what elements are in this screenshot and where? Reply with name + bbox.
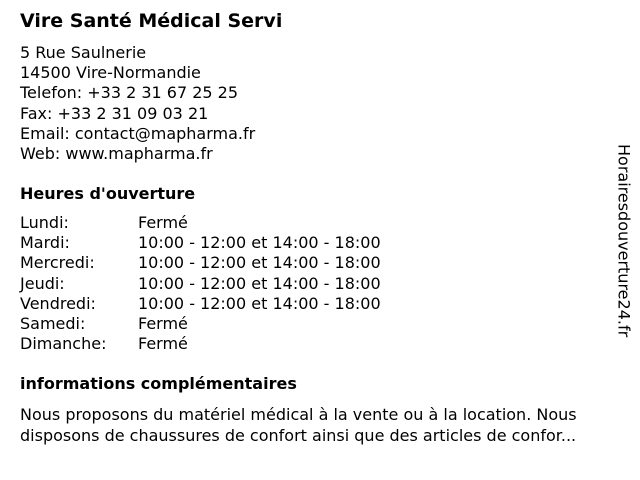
hours-row-mardi <box>20 233 381 253</box>
fax-number: Fax: +33 2 31 09 03 21 <box>20 103 209 123</box>
hours-table <box>20 213 381 354</box>
info-description <box>20 404 635 446</box>
day-hours: 10:00 - 12:00 et 14:00 - 18:00 <box>138 233 381 253</box>
phone-number: Telefon: +33 2 31 67 25 25 <box>20 83 239 103</box>
day-hours: Fermé <box>138 314 188 334</box>
day-label: Dimanche: <box>20 334 107 354</box>
day-label: Mardi: <box>20 233 70 253</box>
pharmacy-name: Vire Santé Médical Servi <box>20 10 283 32</box>
hours-row-dimanche <box>20 334 381 354</box>
email-address: Email: contact@mapharma.fr <box>20 123 256 143</box>
hours-row-mercredi <box>20 253 381 273</box>
info-line-1: Nous proposons du matériel médical à la vente ou à la location. Nous <box>20 405 577 424</box>
day-hours: 10:00 - 12:00 et 14:00 - 18:00 <box>138 253 381 273</box>
day-label: Mercredi: <box>20 253 95 273</box>
day-hours: Fermé <box>138 213 188 232</box>
hours-row-samedi <box>20 314 381 334</box>
day-label: Lundi: <box>20 213 69 232</box>
hours-row-lundi <box>20 213 381 233</box>
day-label: Vendredi: <box>20 293 96 313</box>
day-hours: Fermé <box>138 334 188 354</box>
day-label: Jeudi: <box>20 273 65 293</box>
address-street: 5 Rue Saulnerie <box>20 43 147 62</box>
hours-heading: Heures d'ouverture <box>20 184 196 203</box>
info-line-2: disposons de chaussures de confort ainsi que des articles de confor... <box>20 426 577 445</box>
brand-watermark: Horairesdouverture24.fr <box>614 144 634 338</box>
hours-row-jeudi <box>20 274 381 294</box>
day-hours: 10:00 - 12:00 et 14:00 - 18:00 <box>138 273 381 293</box>
website: Web: www.mapharma.fr <box>20 144 213 164</box>
day-hours: 10:00 - 12:00 et 14:00 - 18:00 <box>138 293 381 313</box>
info-heading: informations complémentaires <box>20 374 297 393</box>
hours-row-vendredi <box>20 294 381 314</box>
contact-block <box>20 43 255 164</box>
day-label: Samedi: <box>20 314 86 334</box>
address-city: 14500 Vire-Normandie <box>20 63 201 83</box>
